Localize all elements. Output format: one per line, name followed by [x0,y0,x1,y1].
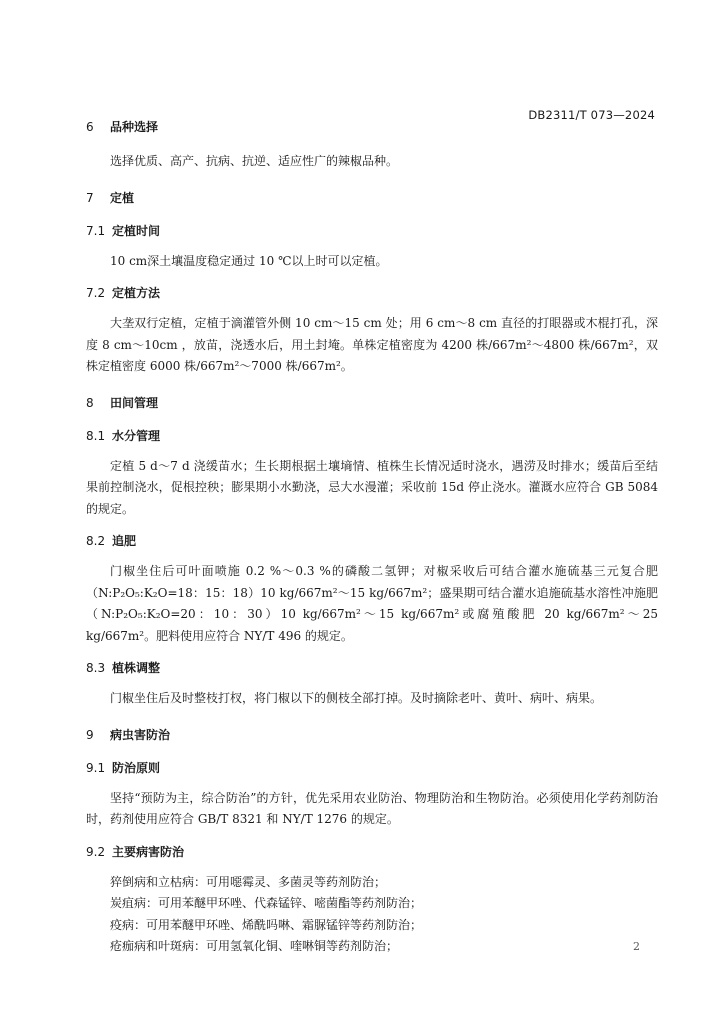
subsection-number: 8.2 [86,534,106,548]
subsection-title: 追肥 [112,534,137,548]
section-number: 8 [86,395,94,410]
subsection-title: 定植方法 [112,286,161,300]
section-heading [86,394,658,411]
section-heading [86,118,658,135]
subsection-title: 主要病害防治 [112,844,185,859]
subsection-number: 7.1 [86,223,106,238]
list-item: 疮痂病和叶斑病：可用氢氧化铜、喹啉铜等药剂防治； [110,939,399,953]
subsection-heading [86,759,658,776]
list-item: 猝倒病和立枯病：可用噁霉灵、多菌灵等药剂防治； [110,874,387,889]
paragraph: 门椒坐住后及时整枝打杈，将门椒以下的侧枝全部打掉。及时摘除老叶、黄叶、病叶、病果。 [110,691,603,705]
paragraph: 定植 5 d～7 d 浇缓苗水；生长期根据土壤墒情、植株生长情况适时浇水，遇涝及时排水；缓苗后至结果前控制浇水，促根控秧；膨果期小水勤浇，忌大水漫灌；采收前 15d 停止浇水。灌溉水应符合 GB 5084 的规定。 [86,458,658,516]
subsection-heading [86,284,658,301]
paragraph: 选择优质、高产、抗病、抗逆、适应性广的辣椒品种。 [110,154,399,168]
subsection-heading [86,427,658,444]
subsection-title: 防治原则 [112,760,161,775]
subsection-number: 9.1 [86,760,106,775]
subsection-title: 水分管理 [112,428,161,443]
section-title: 品种选择 [110,120,159,134]
list-item: 疫病：可用苯醚甲环唑、烯酰吗啉、霜脲锰锌等药剂防治； [110,917,423,932]
section-number: 7 [86,190,94,205]
section-title: 田间管理 [110,395,159,410]
subsection-title: 植株调整 [112,661,161,675]
subsection-heading [86,532,658,549]
subsection-title: 定植时间 [112,223,161,238]
subsection-number: 7.2 [86,286,106,300]
section-title: 定植 [110,190,135,205]
section-heading [86,726,658,743]
list-item: 炭疽病：可用苯醚甲环唑、代森锰锌、嘧菌酯等药剂防治； [110,896,423,910]
paragraph: 大垄双行定植，定植于滴灌管外侧 10 cm～15 cm 处；用 6 cm～8 cm 直径的打眼器或木棍打孔，深度 8 cm～10cm ，放苗，浇透水后，用土封埯。单株定植密度为 4200 株/667m²～4800 株/667m²，双株定植密度 6000 株/667m²～7000 株/667m²。 [86,316,658,373]
paragraph: 门椒坐住后可叶面喷施 0.2 %～0.3 %的磷酸二氢钾；对椒采收后可结合灌水施硫基三元复合肥（N:P₂O₅:K₂O=18：15：18）10 kg/667m²～15 kg/667m²；盛果期可结合灌水追施硫基水溶性冲施肥（N:P₂O₅:K₂O=20：10：30）10 kg/667m²～15 kg/667m²或腐殖酸肥 20 kg/667m²～25 kg/667m²。肥料使用应符合 NY/T 496 的规定。 [86,564,658,643]
paragraph: 坚持“预防为主，综合防治”的方针，优先采用农业防治、物理防治和生物防治。必须使用化学药剂防治时，药剂使用应符合 GB/T 8321 和 NY/T 1276 的规定。 [86,790,658,826]
page-number: 2 [633,940,640,953]
subsection-heading [86,843,658,860]
section-heading [86,189,658,206]
document-code: DB2311/T 073—2024 [528,108,655,122]
subsection-number: 8.3 [86,661,106,675]
subsection-heading [86,222,658,239]
subsection-heading [86,659,658,676]
subsection-number: 8.1 [86,428,106,443]
section-number: 9 [86,727,94,742]
section-title: 病虫害防治 [110,727,171,742]
section-number: 6 [86,120,94,134]
paragraph: 10 cm深土壤温度稳定通过 10 ℃以上时可以定植。 [110,253,388,268]
document-body [86,118,658,958]
subsection-number: 9.2 [86,844,106,859]
